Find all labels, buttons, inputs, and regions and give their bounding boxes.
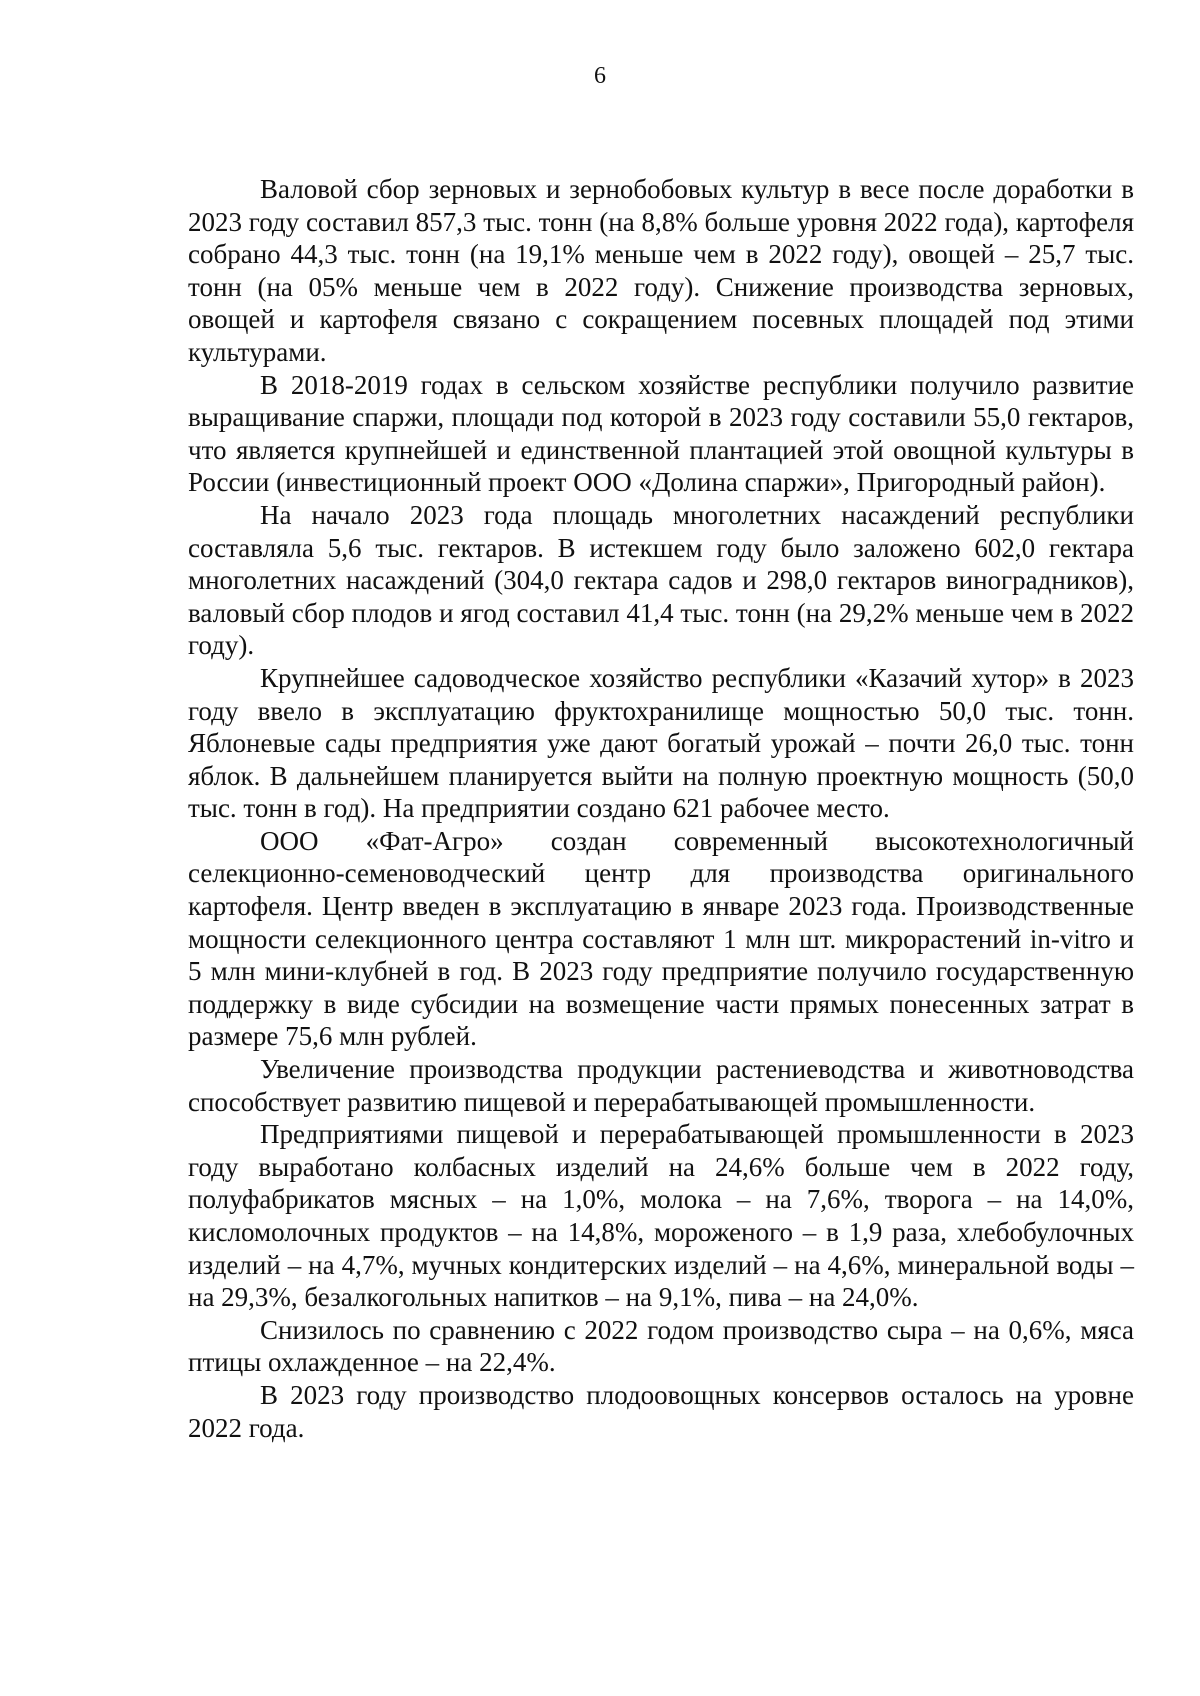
paragraph-fat-agro: ООО «Фат-Агро» создан современный высокотехнологичный селекционно-семеноводческий центр для производства оригинального картофеля. Центр введен в эксплуатацию в январе 2023 года. Производственные мощности селекционного центра составляют 1 млн шт. микрорастений in-vitro и 5 млн мини-клубней в год. В 2023 году предприятие получило государственную поддержку в виде субсидии на возмещение части прямых понесенных затрат в размере 75,6 млн рублей.: [188, 825, 1134, 1052]
page-number: 6: [594, 63, 606, 89]
paragraph-canned-goods: В 2023 году производство плодоовощных консервов осталось на уровне 2022 года.: [188, 1379, 1134, 1443]
paragraph-food-industry: Предприятиями пищевой и перерабатывающей промышленности в 2023 году выработано колбасных изделий на 24,6% больше чем в 2022 году, полуфабрикатов мясных – на 1,0%, молока – на 7,6%, творога – на 14,0%, кисломолочных продуктов – на 14,8%, мороженого – в 1,9 раза, хлебобулочных изделий – на 4,7%, мучных кондитерских изделий – на 4,6%, минеральной воды – на 29,3%, безалкогольных напитков – на 9,1%, пива – на 24,0%.: [188, 1119, 1134, 1313]
paragraph-asparagus: В 2018-2019 годах в сельском хозяйстве республики получило развитие выращивание спаржи, площади под которой в 2023 году составили 55,0 гектаров, что является крупнейшей и единственной плантацией этой овощной культуры в России (инвестиционный проект ООО «Долина спаржи», Пригородный район).: [188, 369, 1134, 498]
paragraph-kazachiy-khutor: Крупнейшее садоводческое хозяйство республики «Казачий хутор» в 2023 году ввело в эксплуатацию фруктохранилище мощностью 50,0 тыс. тонн. Яблоневые сады предприятия уже дают богатый урожай – почти 26,0 тыс. тонн яблок. В дальнейшем планируется выйти на полную проектную мощность (50,0 тыс. тонн в год). На предприятии создано 621 рабочее место.: [188, 662, 1134, 824]
paragraph-production-growth: Увеличение производства продукции растениеводства и животноводства способствует развитию пищевой и перерабатывающей промышленности.: [188, 1054, 1134, 1117]
paragraph-perennial-plantings: На начало 2023 года площадь многолетних насаждений республики составляла 5,6 тыс. гектаров. В истекшем году было заложено 602,0 гектара многолетних насаждений (304,0 гектара садов и 298,0 гектаров виноградников), валовый сбор плодов и ягод составил 41,4 тыс. тонн (на 29,2% меньше чем в 2022 году).: [188, 499, 1134, 661]
paragraph-decline: Снизилось по сравнению с 2022 годом производство сыра – на 0,6%, мяса птицы охлажденное – на 22,4%.: [188, 1314, 1134, 1378]
document-body: [188, 173, 1134, 1444]
paragraph-grain-harvest: Валовой сбор зерновых и зернобобовых культур в весе после доработки в 2023 году составил 857,3 тыс. тонн (на 8,8% больше уровня 2022 года), картофеля собрано 44,3 тыс. тонн (на 19,1% меньше чем в 2022 году), овощей – 25,7 тыс. тонн (на 05% меньше чем в 2022 году). Снижение производства зерновых, овощей и картофеля связано с сокращением посевных площадей под этими культурами.: [188, 174, 1134, 367]
